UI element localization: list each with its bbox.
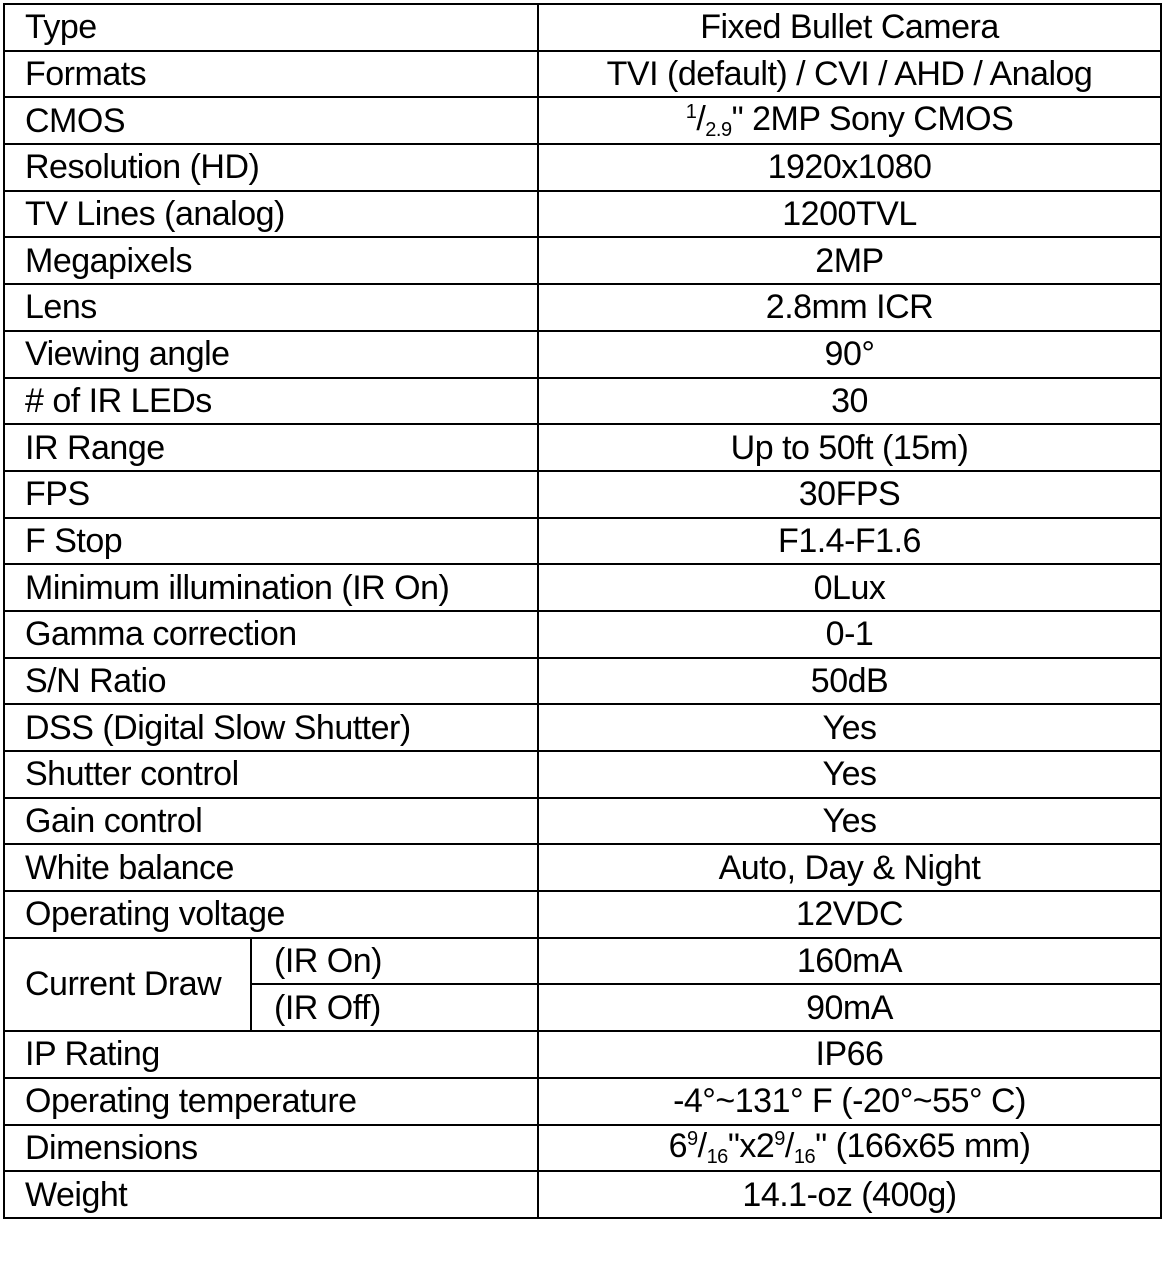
- row-label: TV Lines (analog): [4, 191, 538, 238]
- table-row: [4, 1031, 1161, 1078]
- row-value: Auto, Day & Night: [538, 844, 1161, 891]
- row-value: 2MP: [538, 237, 1161, 284]
- row-label: # of IR LEDs: [4, 378, 538, 425]
- table-row: [4, 331, 1161, 378]
- row-value: IP66: [538, 1031, 1161, 1078]
- row-label: Gain control: [4, 798, 538, 845]
- value-text: " 2MP Sony CMOS: [731, 99, 1014, 138]
- value-text: " (166x65 mm): [815, 1126, 1031, 1165]
- row-value: Yes: [538, 704, 1161, 751]
- row-value: [538, 1125, 1161, 1172]
- row-value: 1920x1080: [538, 144, 1161, 191]
- row-value: Yes: [538, 751, 1161, 798]
- row-value: 90°: [538, 331, 1161, 378]
- row-value: -4°~131° F (-20°~55° C): [538, 1078, 1161, 1125]
- table-row: [4, 891, 1161, 938]
- row-label: IP Rating: [4, 1031, 538, 1078]
- fraction-denominator: 2.9: [705, 118, 732, 141]
- row-label: F Stop: [4, 518, 538, 565]
- table-row: [4, 191, 1161, 238]
- row-label: S/N Ratio: [4, 658, 538, 705]
- row-value: 30FPS: [538, 471, 1161, 518]
- row-label: DSS (Digital Slow Shutter): [4, 704, 538, 751]
- table-row: [4, 1171, 1161, 1218]
- row-label: Viewing angle: [4, 331, 538, 378]
- fraction-denominator: 16: [793, 1145, 816, 1168]
- table-row: [4, 284, 1161, 331]
- row-value: F1.4-F1.6: [538, 518, 1161, 565]
- row-label: Minimum illumination (IR On): [4, 564, 538, 611]
- fraction-numerator: 9: [774, 1127, 785, 1150]
- row-value: 50dB: [538, 658, 1161, 705]
- row-label: Type: [4, 4, 538, 51]
- table-row: [4, 518, 1161, 565]
- row-label: Formats: [4, 51, 538, 98]
- value-text: 6: [668, 1126, 687, 1165]
- table-row: [4, 844, 1161, 891]
- row-value: 0Lux: [538, 564, 1161, 611]
- table-row: [4, 4, 1161, 51]
- row-value: Fixed Bullet Camera: [538, 4, 1161, 51]
- row-value: TVI (default) / CVI / AHD / Analog: [538, 51, 1161, 98]
- table-row: [4, 1125, 1161, 1172]
- value-text: "x2: [727, 1126, 775, 1165]
- row-value: 90mA: [538, 984, 1161, 1031]
- row-label: Shutter control: [4, 751, 538, 798]
- fraction-slash: /: [784, 1126, 794, 1165]
- row-label: Current Draw: [4, 938, 251, 1031]
- row-label: Operating voltage: [4, 891, 538, 938]
- row-label: Resolution (HD): [4, 144, 538, 191]
- sub-row-label: (IR Off): [251, 984, 538, 1031]
- row-label: White balance: [4, 844, 538, 891]
- row-label: Lens: [4, 284, 538, 331]
- row-value: 0-1: [538, 611, 1161, 658]
- row-value: 14.1-oz (400g): [538, 1171, 1161, 1218]
- row-label: Gamma correction: [4, 611, 538, 658]
- row-value: 12VDC: [538, 891, 1161, 938]
- table-row: [4, 97, 1161, 144]
- row-label: Dimensions: [4, 1125, 538, 1172]
- table-row: [4, 471, 1161, 518]
- fraction-denominator: 16: [706, 1145, 728, 1168]
- row-value: 30: [538, 378, 1161, 425]
- fraction-slash: /: [697, 1126, 707, 1165]
- table-row: [4, 658, 1161, 705]
- fraction-numerator: 9: [686, 1127, 698, 1150]
- table-row: [4, 798, 1161, 845]
- row-label: Megapixels: [4, 237, 538, 284]
- row-label: Operating temperature: [4, 1078, 538, 1125]
- table-row: [4, 564, 1161, 611]
- row-value: Up to 50ft (15m): [538, 424, 1161, 471]
- spec-table: [3, 3, 1162, 1219]
- table-row: [4, 424, 1161, 471]
- table-row: [4, 938, 1161, 985]
- table-row: [4, 751, 1161, 798]
- fraction-numerator: 1: [685, 100, 697, 123]
- row-value: Yes: [538, 798, 1161, 845]
- table-row: [4, 704, 1161, 751]
- row-label: CMOS: [4, 97, 538, 144]
- row-value: 1200TVL: [538, 191, 1161, 238]
- row-label: FPS: [4, 471, 538, 518]
- row-label: IR Range: [4, 424, 538, 471]
- table-row: [4, 1078, 1161, 1125]
- row-value: 160mA: [538, 938, 1161, 985]
- fraction-slash: /: [696, 99, 706, 138]
- sub-row-label: (IR On): [251, 938, 538, 985]
- row-value: 2.8mm ICR: [538, 284, 1161, 331]
- row-label: Weight: [4, 1171, 538, 1218]
- table-row: [4, 51, 1161, 98]
- row-value: [538, 97, 1161, 144]
- table-row: [4, 144, 1161, 191]
- table-row: [4, 611, 1161, 658]
- table-row: [4, 237, 1161, 284]
- table-row: [4, 378, 1161, 425]
